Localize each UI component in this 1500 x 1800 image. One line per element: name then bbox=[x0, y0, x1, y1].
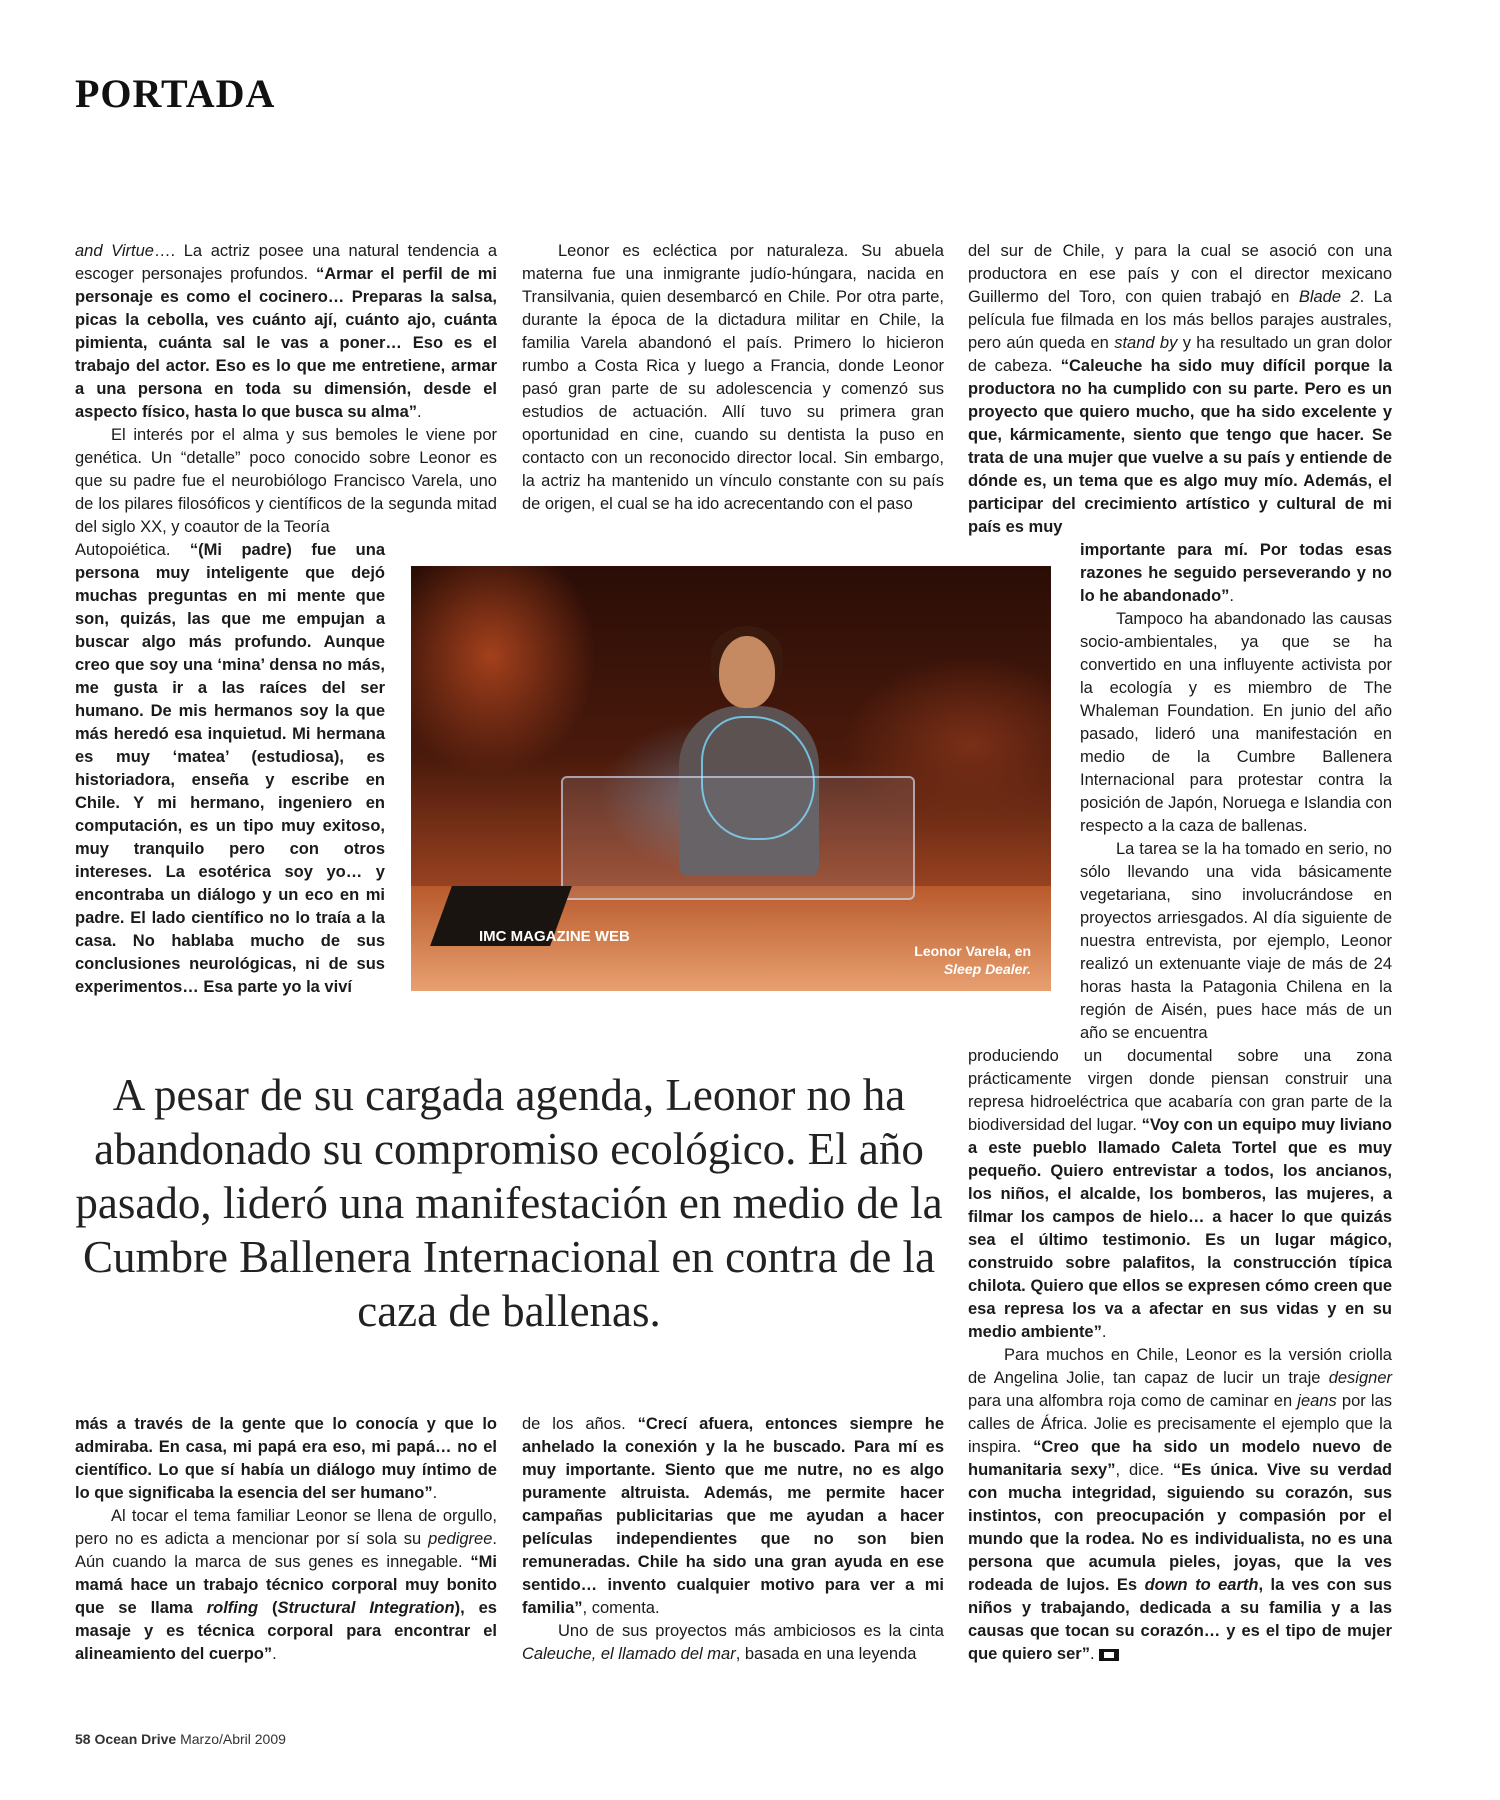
end-mark-icon bbox=[1099, 1649, 1119, 1661]
magazine-name: Ocean Drive bbox=[94, 1731, 177, 1747]
paragraph: importante para mí. Por todas esas razones he seguido perseverando y no lo he abandonado”. bbox=[1080, 541, 1392, 605]
paragraph: El interés por el alma y sus bemoles le viene por genética. Un “detalle” poco conocido sobre Leonor es que su padre fue el neurobiólogo Francisco Varela, uno de los pilares filosóficos y científicos de la segunda mitad del siglo XX, y coautor de la Teoría bbox=[75, 426, 497, 536]
paragraph: Autopoiética. “(Mi padre) fue una persona muy inteligente que dejó muchas preguntas en mi mente que son, quizás, las que me empujan a buscar algo más profundo. Aunque creo que soy una ‘mina’ densa no más, me gusta ir a las raíces del ser humano. De mis hermanos soy la que más heredó esa inquietud. Mi hermana es muy ‘matea’ (estudiosa), es historiadora, enseña y escribe en Chile. Y mi hermano, ingeniero en computación, es un tipo muy exitoso, muy tranquilo pero con otros intereses. La esotérica soy yo… y encontraba un diálogo y un eco en mi padre. El lado científico no lo traía a la casa. No hablaba mucho de sus conclusiones neurológicas, ni de sus experimentos… Esa parte yo la viví bbox=[75, 541, 385, 996]
photo-watermark: IMC MAGAZINE WEB bbox=[479, 928, 630, 945]
column-1-top bbox=[75, 240, 497, 539]
column-3-wide bbox=[968, 1045, 1392, 1666]
column-3-top bbox=[968, 240, 1392, 539]
paragraph: La tarea se la ha tomado en serio, no sólo llevando una vida básicamente vegetariana, sino involucrándose en proyectos arriesgados. Al día siguiente de nuestra entrevista, por ejemplo, Leonor realizó un extenuante viaje de más de 24 horas hasta la Patagonia Chilena en la región de Aisén, pues hace más de un año se encuentra bbox=[1080, 840, 1392, 1042]
column-3-narrow bbox=[1080, 539, 1392, 1045]
paragraph: Al tocar el tema familiar Leonor se llena de orgullo, pero no es adicta a mencionar por sí sola su pedigree. Aún cuando la marca de sus genes es innegable. “Mi mamá hace un trabajo técnico corporal muy bonito que se llama rolfing (Structural Integration), es masaje y es técnica corporal para encontrar el alineamiento del cuerpo”. bbox=[75, 1507, 497, 1663]
paragraph: más a través de la gente que lo conocía y que lo admiraba. En casa, mi papá era eso, mi papá… no el científico. Lo que sí había un diálogo muy íntimo de lo que significaba la esencia del ser humano”. bbox=[75, 1415, 497, 1502]
paragraph: de los años. “Crecí afuera, entonces siempre he anhelado la conexión y la he buscado. Para mí es muy importante. Siento que me nutre, no es algo puramente altruista. Además, me permite hacer campañas publicitarias que me ayudan a hacer películas independientes que no son bien remuneradas. Chile ha sido una gran ayuda en ese sentido… invento cualquier motivo para ver a mi familia”, comenta. bbox=[522, 1415, 945, 1617]
section-title: PORTADA bbox=[75, 71, 276, 116]
paragraph: Para muchos en Chile, Leonor es la versión criolla de Angelina Jolie, tan capaz de lucir un traje designer para una alfombra roja como de caminar en jeans por las calles de África. Jolie es precisamente el ejemplo que la inspira. “Creo que ha sido un modelo nuevo de humanitaria sexy”, dice. “Es única. Vive su verdad con mucha integridad, siguiendo su corazón, sus instintos, con preocupación y compasión por el mundo que la rodea. No es individualista, no es una persona que acumula pieles, joyas, que la ves rodeada de lujos. Es down to earth, la ves con sus niños y trabajando, dedicada a su familia y a las causas que tocan su corazón… y es el tipo de mujer que quiero ser”. bbox=[968, 1346, 1393, 1663]
paragraph: Uno de sus proyectos más ambiciosos es la cinta Caleuche, el llamado del mar, basada en una leyenda bbox=[522, 1622, 944, 1663]
glass-screen bbox=[561, 776, 915, 900]
figure-head bbox=[719, 636, 775, 708]
column-2-top bbox=[522, 240, 944, 516]
paragraph: and Virtue…. La actriz posee una natural tendencia a escoger personajes profundos. “Armar el perfil de mi personaje es como el cocinero… Preparas la salsa, picas la cebolla, ves cuánto ají, cuánto ajo, cuánta pimienta, cuánta sal le vas a poner… Eso es el trabajo del actor. Eso es lo que me entretiene, armar a una persona en toda su dimensión, desde el aspecto físico, hasta lo que busca su alma”. bbox=[75, 242, 498, 421]
page-footer bbox=[75, 1731, 286, 1747]
issue-date: Marzo/Abril 2009 bbox=[180, 1731, 286, 1747]
paragraph: del sur de Chile, y para la cual se asoció con una productora en ese país y con el director mexicano Guillermo del Toro, con quien trabajó en Blade 2. La película fue filmada en los más bellos parajes australes, pero aún queda en stand by y ha resultado un gran dolor de cabeza. “Caleuche ha sido muy difícil porque la productora no ha cumplido con su parte. Pero es un proyecto que quiero mucho, que ha sido excelente y que, kármicamente, siento que tengo que hacer. Se trata de una mujer que vuelve a su país y entiende de dónde es, un tema que es algo muy mío. Además, el participar del crecimiento artístico y cultural de mi país es muy bbox=[968, 242, 1393, 536]
photo-caption: Leonor Varela, en Sleep Dealer. bbox=[914, 943, 1031, 977]
pull-quote: A pesar de su cargada agenda, Leonor no ha abandonado su compromiso ecológico. El año pasado, lideró una manifestación en medio de la Cumbre Ballenera Internacional en contra de la caza de ballenas. bbox=[75, 1070, 943, 1336]
column-1-narrow bbox=[75, 539, 385, 999]
paragraph: Tampoco ha abandonado las causas socio-ambientales, ya que se ha convertido en una influyente activista por la ecología y es miembro de The Whaleman Foundation. En junio del año pasado, lideró una manifestación en medio de la Cumbre Ballenera Internacional para protestar contra la posición de Japón, Noruega e Islandia con respecto a la caza de ballenas. bbox=[1080, 610, 1392, 835]
paragraph: produciendo un documental sobre una zona prácticamente virgen donde piensan construir una represa hidroeléctrica que acabaría con gran parte de la biodiversidad del lugar. “Voy con un equipo muy liviano a este pueblo llamado Caleta Tortel que es muy pequeño. Quiero entrevistar a todos, los ancianos, los niños, el alcalde, los bomberos, las mujeres, a filmar los campos de hielo… a hacer lo que quizás sea el último testimonio. Es un lugar mágico, construido sobre palafitos, la construcción típica chilota. Quiero que ellos se expresen cómo creen que esa represa los va a afectar en sus vidas y en su medio ambiente”. bbox=[968, 1047, 1392, 1341]
column-2-bottom bbox=[522, 1413, 944, 1666]
paragraph: Leonor es ecléctica por naturaleza. Su abuela materna fue una inmigrante judío-húngara, nacida en Transilvania, quien desembarcó en Chile. Por otra parte, durante la época de la dictadura militar en Chile, la familia Varela abandonó el país. Primero lo hicieron rumbo a Costa Rica y luego a Francia, donde Leonor pasó gran parte de su adolescencia y comenzó sus estudios de actuación. Allí tuvo su primera gran oportunidad en cine, cuando su dentista la puso en contacto con un reconocido director local. Sin embargo, la actriz ha mantenido un vínculo constante con su país de origen, el cual se ha ido acrecentando con el paso bbox=[522, 242, 944, 513]
page-number: 58 bbox=[75, 1731, 91, 1747]
column-1-bottom bbox=[75, 1413, 497, 1666]
photo-leonor-varela bbox=[411, 566, 1051, 991]
